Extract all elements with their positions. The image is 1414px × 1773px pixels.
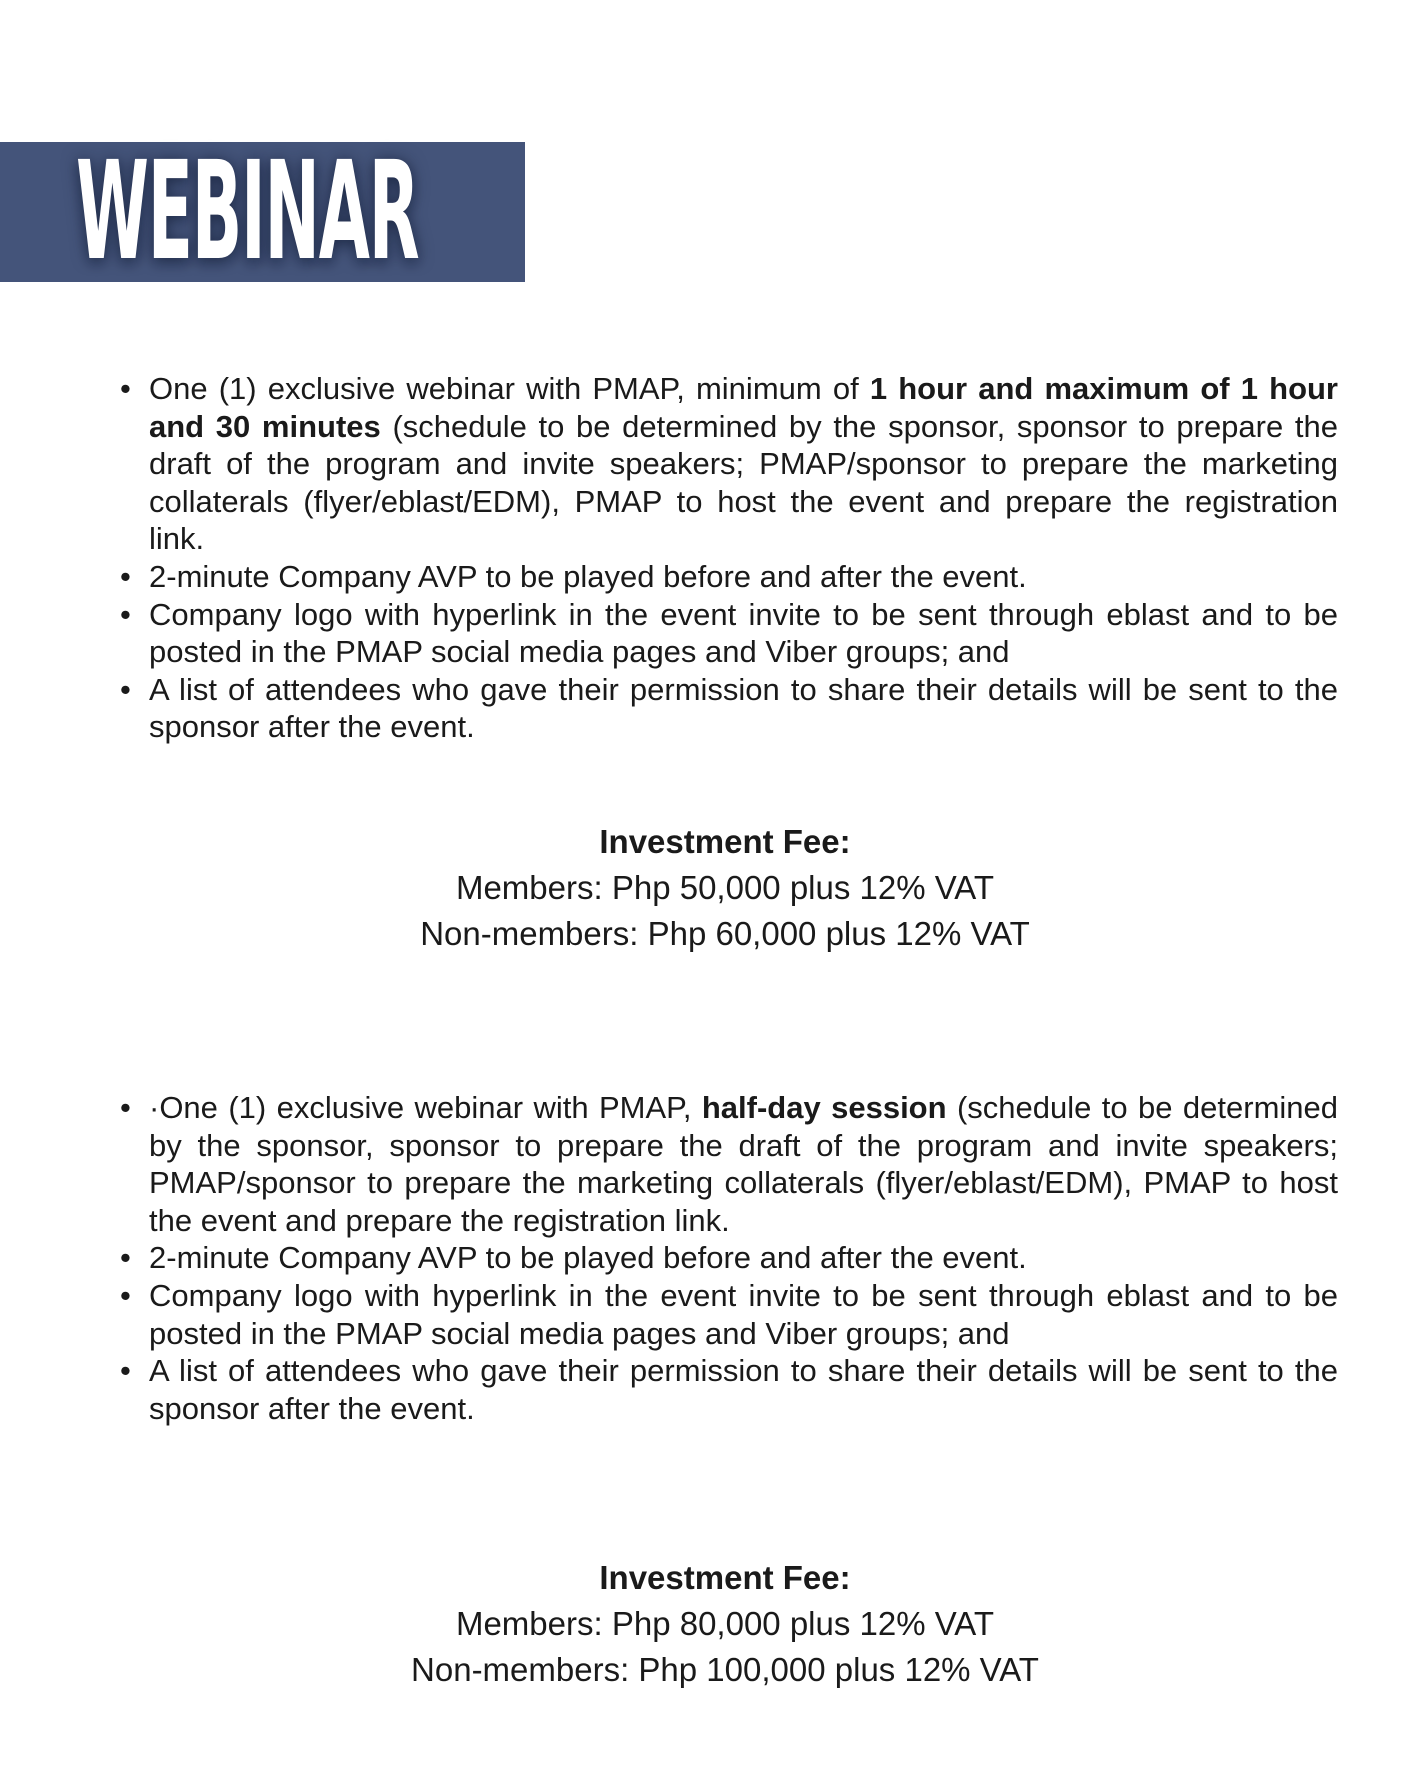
list-item-company-logo — [112, 596, 1338, 671]
list-item-company-avp — [112, 1239, 1338, 1277]
list-item-company-avp — [112, 558, 1338, 596]
bullet-icon: • — [120, 1090, 131, 1125]
bullet-text-bold: half-day session — [701, 1090, 947, 1125]
non-members-fee: Non-members: Php 60,000 plus 12% VAT — [420, 915, 1030, 952]
list-item-exclusive-webinar — [112, 370, 1338, 558]
bullet-icon: • — [120, 596, 131, 632]
list-item-attendees-list — [112, 671, 1338, 746]
investment-fee-heading: Investment Fee: — [599, 1559, 851, 1596]
bullet-text: ·One (1) exclusive webinar with PMAP, — [149, 1090, 702, 1125]
bullet-text: 2-minute Company AVP to be played before and after the event. — [149, 1240, 1027, 1276]
list-item-attendees-list — [112, 1352, 1338, 1427]
list-item-company-logo — [112, 1277, 1338, 1352]
bullet-text: Company logo with hyperlink in the event invite to be sent through eblast and to be posted in the PMAP social media pages and Viber groups; and — [149, 596, 1338, 670]
benefit-list-1 — [112, 370, 1338, 746]
investment-fee-block-1 — [112, 819, 1338, 957]
bullet-text: (schedule to be determined by the sponsor, sponsor to prepare the draft of the program and invite speakers; PMAP/sponsor to prepare the marketing collaterals (flyer/eblast/EDM), PMAP to host the event and prepare the registration link. — [149, 1090, 1338, 1238]
non-members-fee: Non-members: Php 100,000 plus 12% VAT — [411, 1651, 1039, 1688]
bullet-text: A list of attendees who gave their permission to share their details will be sent to the sponsor after the event. — [149, 671, 1338, 745]
webinar-package-1 — [112, 370, 1338, 746]
bullet-text: One (1) exclusive webinar with PMAP, minimum of — [149, 371, 870, 406]
bullet-icon: • — [120, 1353, 131, 1389]
bullet-text: A list of attendees who gave their permission to share their details will be sent to the sponsor after the event. — [149, 1353, 1338, 1426]
bullet-text-bold: 1 hour and maximum of 1 hour and 30 minutes — [149, 371, 1339, 444]
webinar-package-2 — [112, 1089, 1338, 1427]
members-fee: Members: Php 80,000 plus 12% VAT — [455, 1605, 995, 1642]
bullet-icon: • — [120, 671, 131, 707]
investment-fee-heading: Investment Fee: — [599, 823, 851, 860]
bullet-icon: • — [120, 1277, 131, 1313]
bullet-icon: • — [120, 371, 131, 406]
list-item-exclusive-webinar — [112, 1089, 1338, 1239]
members-fee: Members: Php 50,000 plus 12% VAT — [455, 869, 995, 906]
banner-title: WEBINAR — [76, 133, 419, 291]
investment-fee-block-2 — [112, 1555, 1338, 1693]
bullet-text: (schedule to be determined by the sponsor, sponsor to prepare the draft of the program and invite speakers; PMAP/sponsor to prepare the marketing collaterals (flyer/eblast/EDM), PMAP to host the event and prepare the registration link. — [149, 408, 1338, 557]
bullet-text: 2-minute Company AVP to be played before and after the event. — [149, 558, 1027, 594]
bullet-icon: • — [120, 1240, 131, 1276]
bullet-text: Company logo with hyperlink in the event invite to be sent through eblast and to be posted in the PMAP social media pages and Viber groups; and — [149, 1277, 1338, 1351]
bullet-icon: • — [120, 558, 131, 594]
benefit-list-2 — [112, 1089, 1338, 1427]
webinar-banner — [0, 133, 525, 291]
